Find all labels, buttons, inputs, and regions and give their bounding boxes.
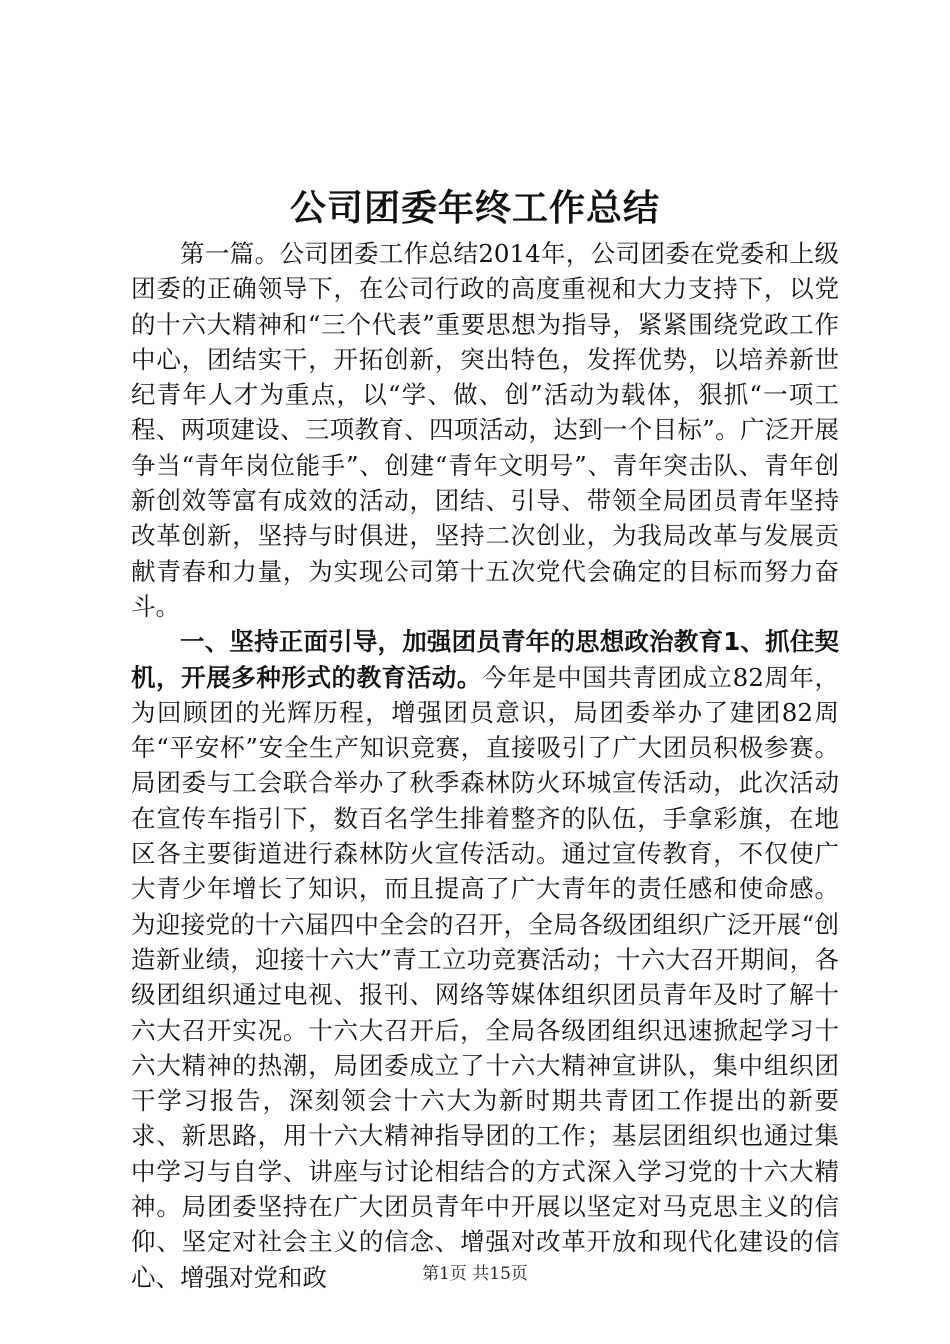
paragraph-2-text: 今年是中国共青团成立82周年，为回顾团的光辉历程，增强团员意识，局团委举办了建团82周年“平安杯”安全生产知识竞赛，直接吸引了广大团员积极参赛。局团委与工会联合举办了秋季森林防火环城宣传活动，此次活动在宣传车指引下，数百名学生排着整齐的队伍，手拿彩旗，在地区各主要街道进行森林防火宣传活动。通过宣传教育，不仅使广大青少年增长了知识，而且提高了广大青年的责任感和使命感。为迎接党的十六届四中全会的召开，全局各级团组织广泛开展“创造新业绩，迎接十六大”青工立功竞赛活动；十六大召开期间，各级团组织通过电视、报刊、网络等媒体组织团员青年及时了解十六大召开实况。十六大召开后，全局各级团组织迅速掀起学习十六大精神的热潮，局团委成立了十六大精神宣讲队，集中组织团干学习报告，深刻领会十六大为新时期共青团工作提出的新要求、新思路，用十六大精神指导团的工作；基层团组织也通过集中学习与自学、讲座与讨论相结合的方式深入学习党的十六大精神。局团委坚持在广大团员青年中开展以坚定对马克思主义的信仰、坚定对社会主义的信念、增强对改革开放和现代化建设的信心、增强对党和政	[131, 662, 839, 1292]
document-body	[131, 236, 839, 1295]
page-footer: 第1页 共15页	[422, 1264, 528, 1284]
paragraph-1	[131, 236, 839, 624]
document-title: 公司团委年终工作总结	[289, 188, 660, 229]
paragraph-1-text: 第一篇。公司团委工作总结2014年，公司团委在党委和上级团委的正确领导下，在公司行政的高度重视和大力支持下，以党的十六大精神和“三个代表”重要思想为指导，紧紧围绕党政工作中心，团结实干，开拓创新，突出特色，发挥优势，以培养新世纪青年人才为重点，以“学、做、创”活动为载体，狠抓“一项工程、两项建设、三项教育、四项活动，达到一个目标”。广泛开展争当“青年岗位能手”、创建“青年文明号”、青年突击队、青年创新创效等富有成效的活动，团结、引导、带领全局团员青年坚持改革创新，坚持与时俱进，坚持二次创业，为我局改革与发展贡献青春和力量，为实现公司第十五次党代会确定的目标而努力奋斗。	[131, 239, 839, 621]
section-heading: 一、坚持正面引导，加强团员青年的思想政治教育1、抓住契机，开展多种形式的教育活动。	[131, 627, 839, 692]
paragraph-2	[131, 624, 839, 1295]
